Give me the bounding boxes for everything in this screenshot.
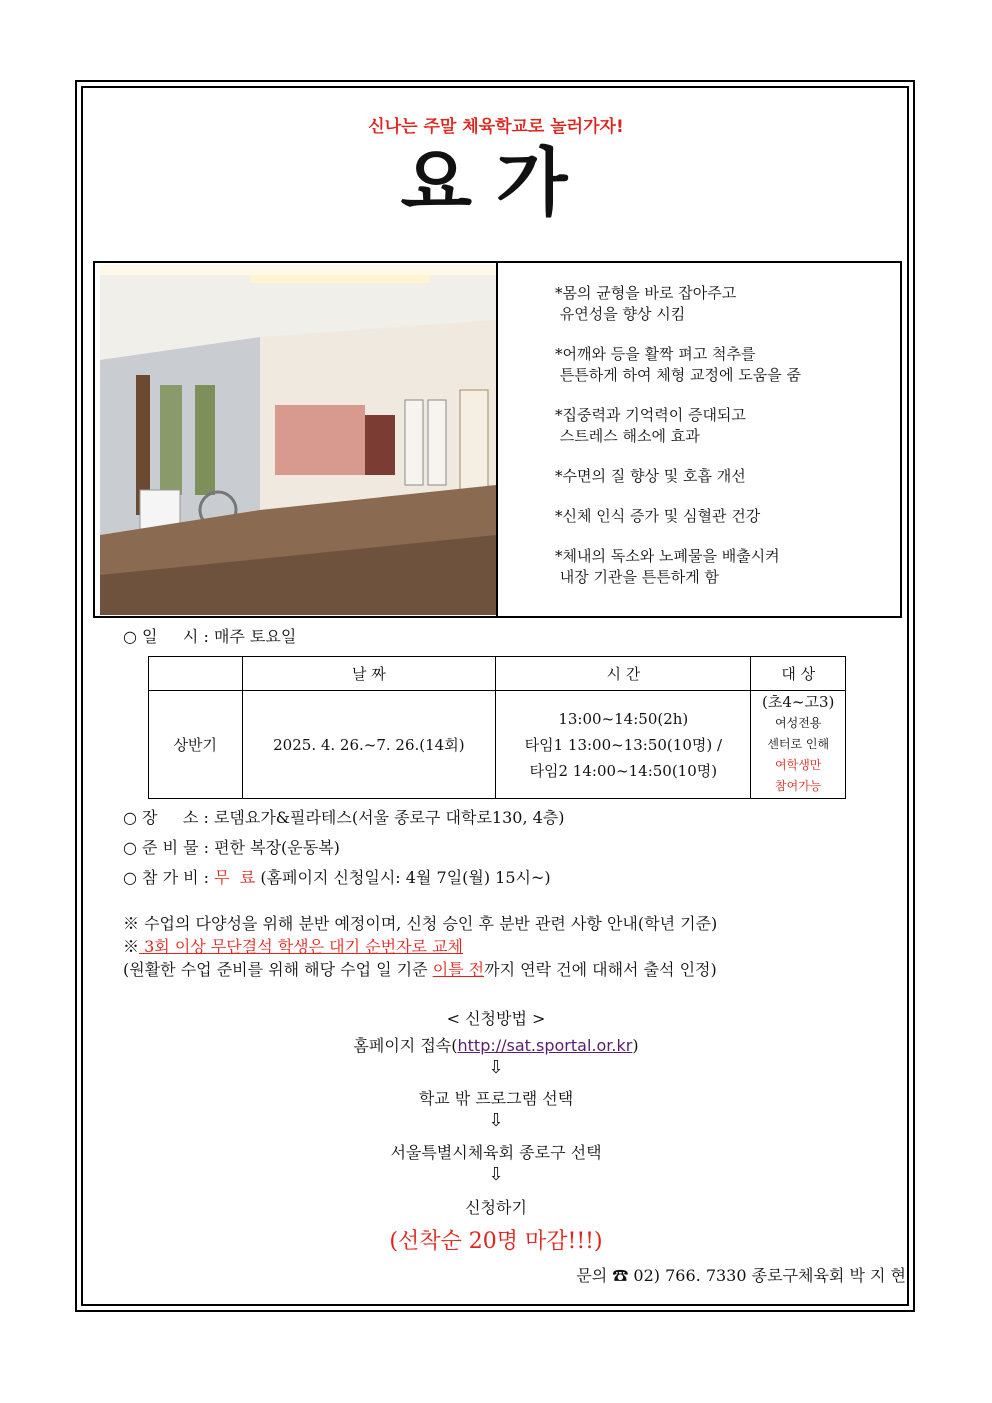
benefits-list <box>555 283 895 607</box>
note-attendance <box>123 957 717 980</box>
supplies-line: ○ 준 비 물 : 편한 복장(운동복) <box>123 838 340 857</box>
table-header <box>149 657 243 691</box>
target-line: (초4~고3) <box>762 693 835 711</box>
term-cell: 상반기 <box>149 691 243 799</box>
note-attendance-red: 이틀 전 <box>432 960 485 979</box>
benefit-item: *집중력과 기억력이 증대되고 스트레스 해소에 효과 <box>555 406 746 445</box>
time-cell <box>496 691 751 799</box>
date-cell: 2025. 4. 26.~7. 26.(14회) <box>242 691 496 799</box>
contact-line: 문의 ☎ 02) 766. 7330 종로구체육회 박 지 현 <box>576 1266 906 1285</box>
homepage-link[interactable]: http://sat.sportal.or.kr <box>457 1036 633 1055</box>
note-attendance-b: 까지 연락 건에 대해서 출석 인정) <box>484 960 717 979</box>
fee-value: 무 료 <box>214 868 256 887</box>
target-line: 여성전용 <box>775 716 822 730</box>
table-header: 시 간 <box>496 657 751 691</box>
note-absence-text: 3회 이상 무단결석 학생은 대기 순번자로 교체 <box>139 937 464 956</box>
apply-step-submit: 신청하기 <box>465 1198 527 1217</box>
table-header: 대 상 <box>751 657 846 691</box>
fee-label: ○ 참 가 비 : <box>123 868 215 887</box>
target-cell <box>751 691 846 799</box>
note-mark: ※ <box>123 937 140 956</box>
apply-step-program: 학교 밖 프로그램 선택 <box>418 1089 574 1108</box>
fee-line <box>123 865 551 888</box>
apply-heading: < 신청방법 > <box>446 1009 546 1028</box>
yoga-studio-photo <box>100 265 496 615</box>
fee-note: (홈페이지 신청일시: 4월 7일(월) 15시~) <box>255 868 551 887</box>
deadline-notice: (선착순 20명 마감!!!) <box>389 1229 603 1254</box>
box-divider <box>496 261 498 618</box>
target-line: 참여가능 <box>775 779 822 793</box>
benefit-item: *몸의 균형을 바로 잡아주고 유연성을 향상 시킴 <box>555 284 737 323</box>
table-header: 날 짜 <box>242 657 496 691</box>
down-arrow-icon: ⇩ <box>488 1110 504 1131</box>
benefit-item: *어깨와 등을 활짝 펴고 척추를 튼튼하게 하여 체형 교정에 도움을 줌 <box>555 345 801 384</box>
apply-step-homepage <box>0 1033 992 1056</box>
schedule-table <box>148 656 846 799</box>
target-line: 여학생만 <box>775 758 822 772</box>
benefit-item: *수면의 질 향상 및 호흡 개선 <box>555 467 746 485</box>
page-title: 요가 <box>400 140 592 226</box>
schedule-label: ○ 일 시 : 매주 토요일 <box>123 627 297 646</box>
benefit-item: *신체 인식 증가 및 심혈관 건강 <box>555 507 761 525</box>
apply-step-district: 서울특별시체육회 종로구 선택 <box>390 1143 602 1162</box>
note-split-class: ※ 수업의 다양성을 위해 분반 예정이며, 신청 승인 후 분반 관련 사항 안내(학년 기준) <box>123 914 718 933</box>
step-text: 홈페이지 접속( <box>353 1036 458 1055</box>
target-line: 센터로 인해 <box>767 737 830 751</box>
benefit-item: *체내의 독소와 노폐물을 배출시켜 내장 기관을 튼튼하게 함 <box>555 547 780 586</box>
step-text: ) <box>632 1036 639 1055</box>
note-absence <box>123 934 463 957</box>
down-arrow-icon: ⇩ <box>488 1057 504 1078</box>
place-line: ○ 장 소 : 로뎀요가&필라테스(서울 종로구 대학로130, 4층) <box>123 808 565 827</box>
time-line: 타임1 13:00~13:50(10명) / <box>524 735 723 754</box>
tagline: 신나는 주말 체육학교로 놀러가자! <box>368 117 624 137</box>
down-arrow-icon: ⇩ <box>488 1164 504 1185</box>
note-attendance-a: (원활한 수업 준비를 위해 해당 수업 일 기준 <box>123 960 433 979</box>
time-line: 13:00~14:50(2h) <box>558 709 689 728</box>
time-line: 타임2 14:00~14:50(10명) <box>529 761 718 780</box>
